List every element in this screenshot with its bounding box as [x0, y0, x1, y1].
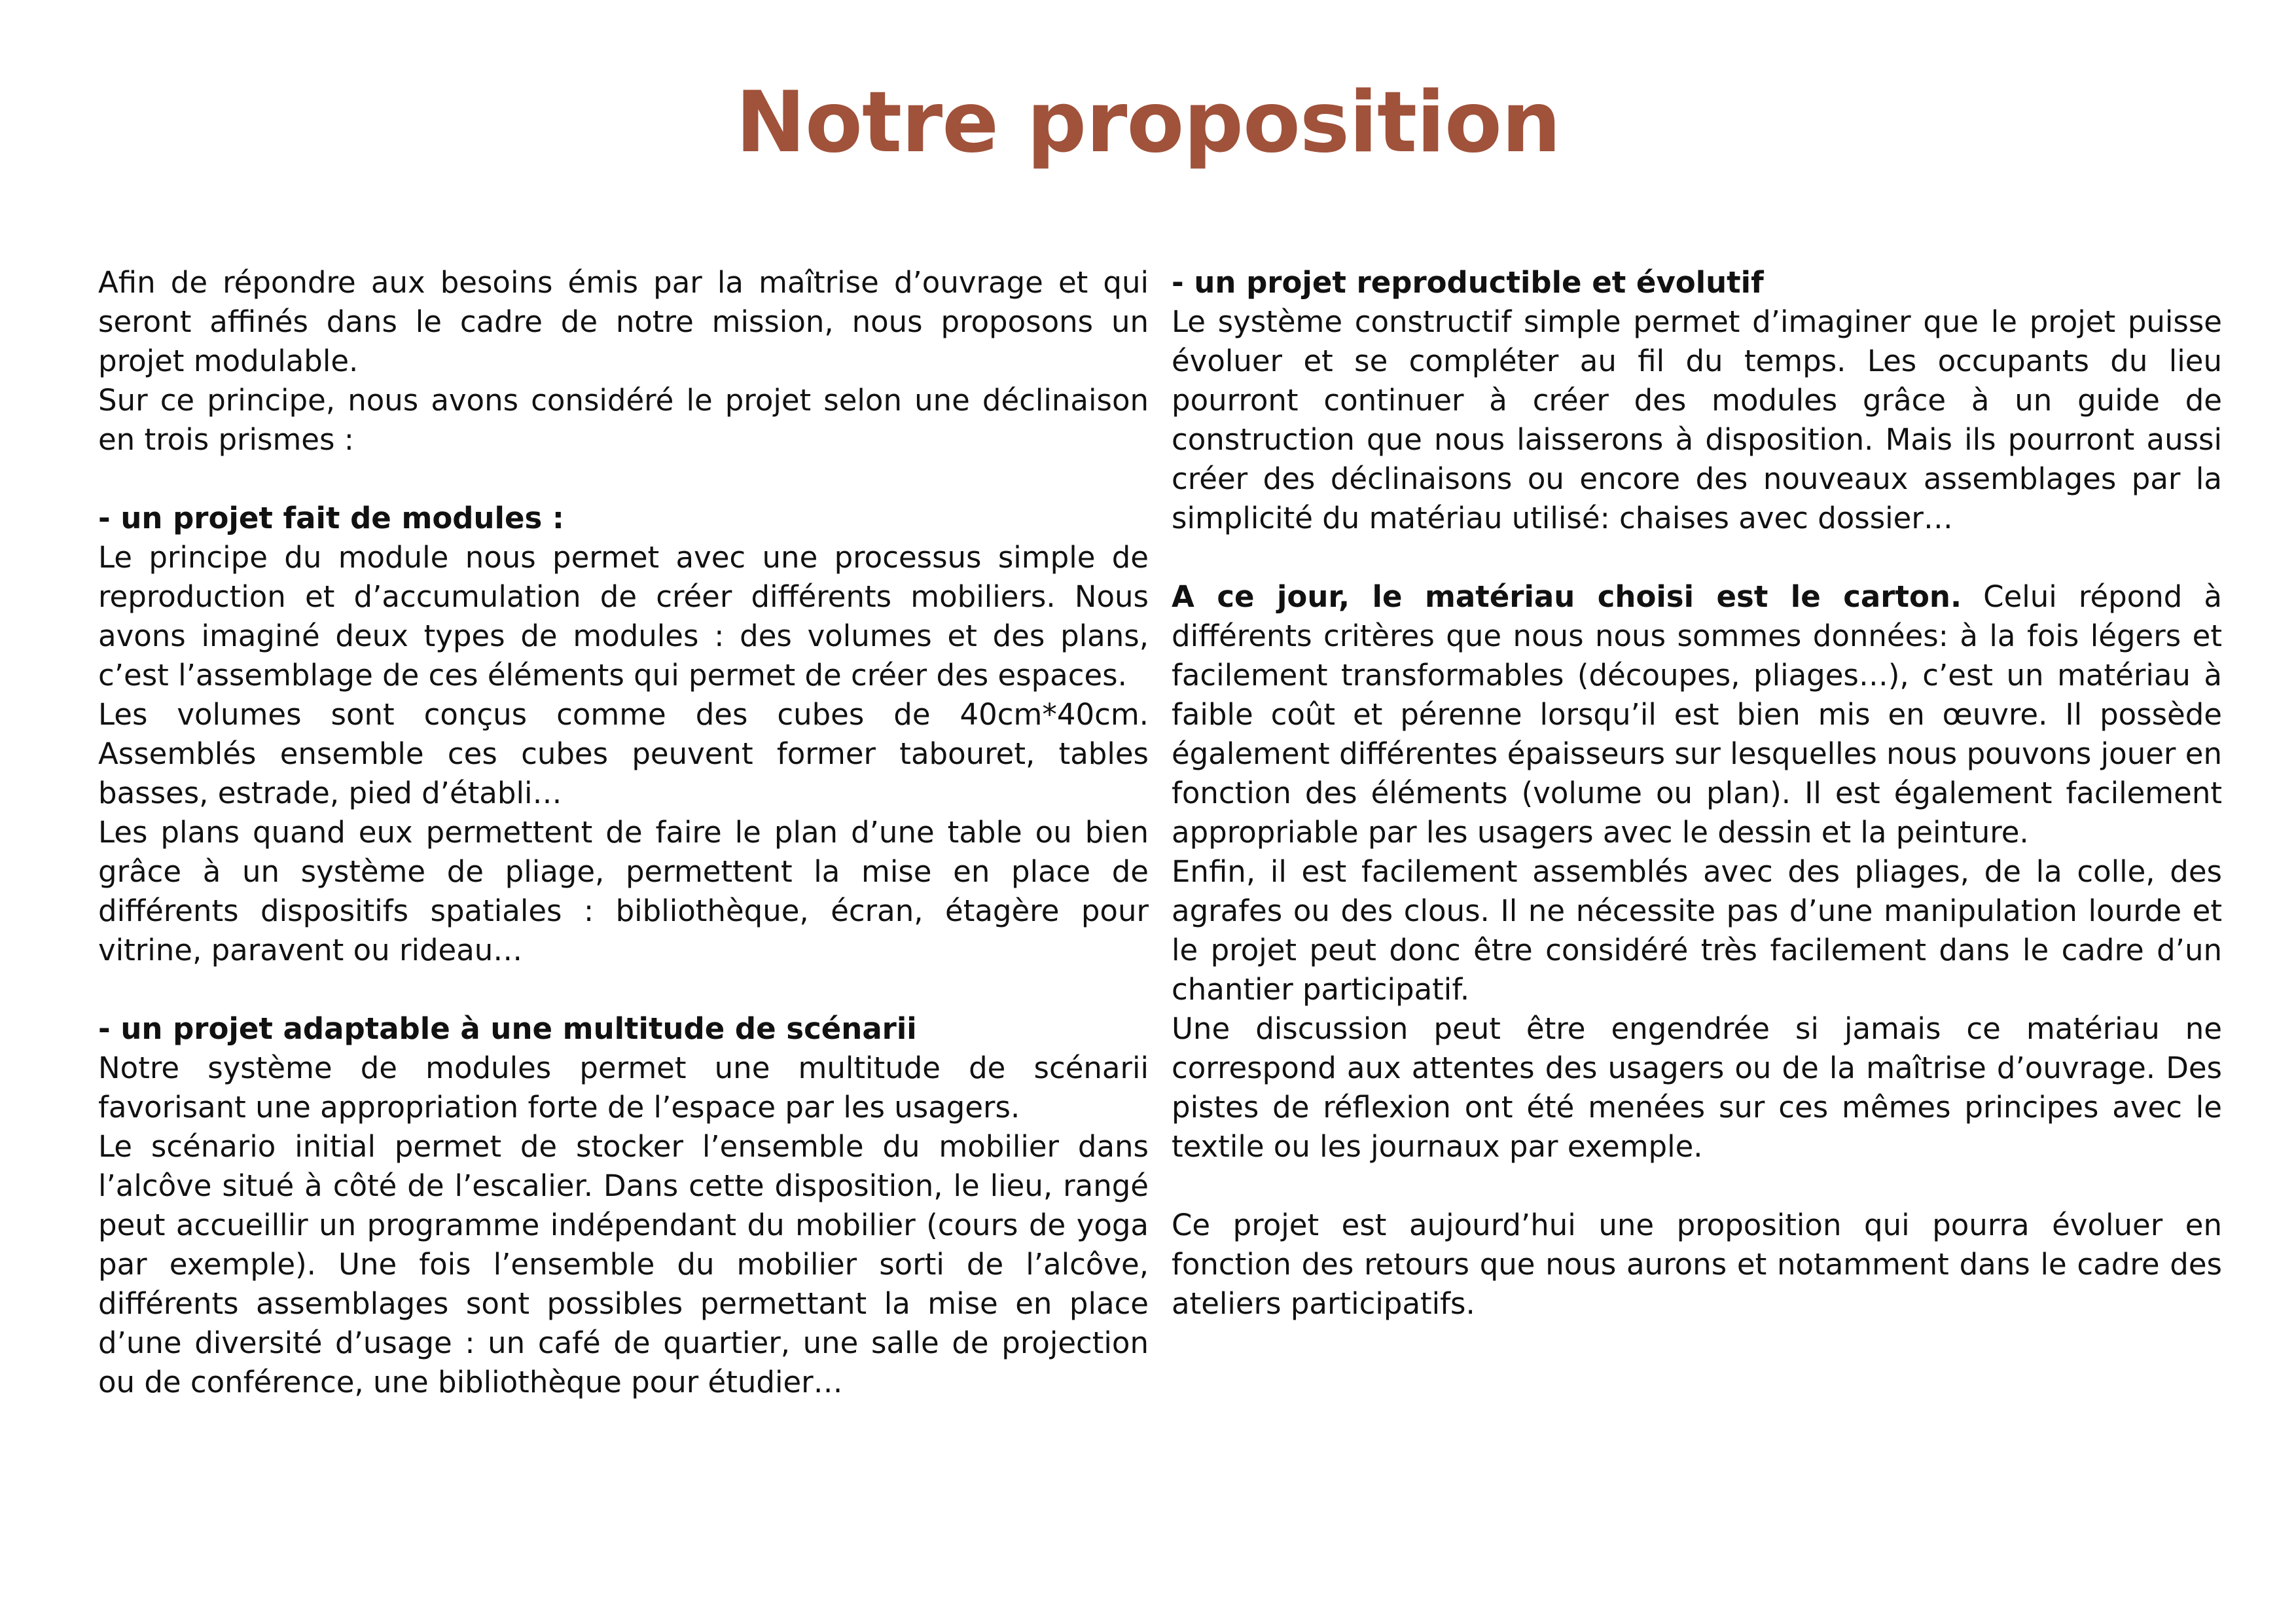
section-heading-evolutif: - un projet reproductible et évolutif [1172, 265, 1764, 300]
material-paragraph-2: Enfin, il est facilement assemblés avec des pliages, de la colle, des agrafes ou des clous. Il ne nécessite pas d’une manipulation lourde et le projet peut donc être considéré très facilement dans le cadre d’un chantier participatif. [1172, 854, 2222, 1007]
left-column [98, 263, 1149, 1402]
intro-paragraph-2: Sur ce principe, nous avons considéré le projet selon une déclinaison en trois prismes : [98, 383, 1149, 457]
section-heading-scenarii: - un projet adaptable à une multitude de scénarii [98, 1011, 917, 1046]
material-paragraph-3: Une discussion peut être engendrée si jamais ce matériau ne correspond aux attentes des usagers ou de la maîtrise d’ouvrage. Des pistes de réflexion ont été menées sur ces mêmes principes avec le textile ou les journaux par exemple. [1172, 1011, 2222, 1164]
material-text: Celui répond à différents critères que nous nous sommes données: à la fois légers et facilement transformables (découpes, pliages…), c’est un matériau à faible coût et pérenne lorsqu’il est bien mis en œuvre. Il possède également différentes épaisseurs sur lesquelles nous pouvons jouer en fonction des éléments (volume ou plan). Il est également facilement appropriable par les usagers avec le dessin et la peinture. [1172, 579, 2223, 850]
scenarii-paragraph-2: Le scénario initial permet de stocker l’ensemble du mobilier dans l’alcôve situé à côté de l’escalier. Dans cette disposition, le lieu, rangé peut accueillir un programme indépendant du mobilier (cours de yoga par exemple). Une fois l’ensemble du mobilier sorti de l’alcôve, différents assemblages sont possibles permettant la mise en place d’une diversité d’usage : un café de quartier, une salle de projection ou de conférence, une bibliothèque pour étudier… [98, 1129, 1149, 1399]
material-paragraph [1172, 577, 2222, 852]
conclusion-paragraph: Ce projet est aujourd’hui une proposition qui pourra évoluer en fonction des retours que nous aurons et notamment dans le cadre des ateliers participatifs. [1172, 1208, 2222, 1321]
intro-paragraph: Afin de répondre aux besoins émis par la maîtrise d’ouvrage et qui seront affinés dans le cadre de notre mission, nous proposons un projet modulable. [98, 265, 1149, 378]
paragraph-spacer [98, 460, 1149, 499]
page-title: Notre proposition [735, 74, 1561, 171]
evolutif-paragraph: Le système constructif simple permet d’imaginer que le projet puisse évoluer et se compléter au fil du temps. Les occupants du lieu pourront continuer à créer des modules grâce à un guide de construction que nous laisserons à disposition. Mais ils pourront aussi créer des déclinaisons ou encore des nouveaux assemblages par la simplicité du matériau utilisé: chaises avec dossier… [1172, 304, 2222, 535]
modules-paragraph-3: Les plans quand eux permettent de faire le plan d’une table ou bien grâce à un système de pliage, permettent la mise en place de différents dispositifs spatiales : bibliothèque, écran, étagère pour vitrine, paravent ou rideau… [98, 815, 1149, 967]
material-lead: A ce jour, le matériau choisi est le carton. [1172, 579, 1962, 614]
modules-paragraph-1: Le principe du module nous permet avec une processus simple de reproduction et d’accumulation de créer différents mobiliers. Nous avons imaginé deux types de modules : des volumes et des plans, c’est l’assemblage de ces éléments qui permet de créer des espaces. [98, 540, 1149, 693]
section-heading-modules: - un projet fait de modules : [98, 501, 564, 535]
paragraph-spacer [98, 970, 1149, 1009]
scenarii-paragraph-1: Notre système de modules permet une multitude de scénarii favorisant une appropriation forte de l’espace par les usagers. [98, 1051, 1149, 1125]
modules-paragraph-2: Les volumes sont conçus comme des cubes de 40cm*40cm. Assemblés ensemble ces cubes peuvent former tabouret, tables basses, estrade, pied d’établi… [98, 697, 1149, 810]
paragraph-spacer [1172, 1166, 2222, 1206]
right-column [1172, 263, 2222, 1324]
paragraph-spacer [1172, 538, 2222, 577]
